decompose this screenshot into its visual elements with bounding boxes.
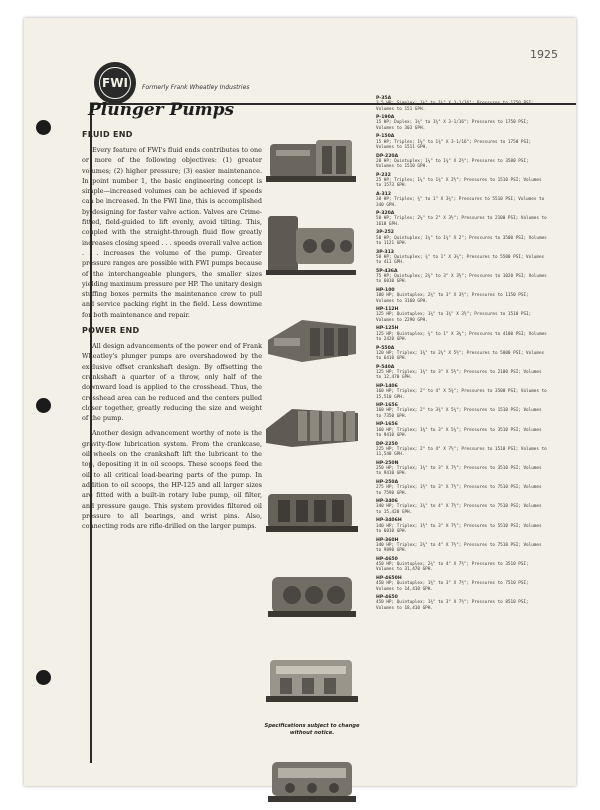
spec-item [376,154,548,170]
spec-description: 20 HP; Quintuplex; 1¼" to 1¾" X 2½"; Pressures to 3500 PSI; Volumes to 1510 GPH. [376,158,529,170]
spec-item [376,518,548,534]
spec-description: 275 HP; Triplex; 1½" to 3" X 7½"; Pressures to 7510 PSI; Volumes to 7590 GPH. [376,485,542,496]
spec-description: 50 HP; Quintuplex; ¾" to 1" X 3¼"; Pressures to 5500 PSI; Volumes to 411 GPH. [376,254,545,266]
spec-item [376,307,548,323]
spec-model: 5P-436A [376,268,398,274]
power-end-paragraph: All design advancements of the power end of Frank Wheatley's plunger pumps are overshadowed by the exclusive offset crankshaft design. By offsetting the crankshaft a quarter of a throw, only half of the downward load is applied to the crosshead. Thus, the crosshead area can be reduced and the centers pulled closer together, greatly reducing the size and weight of the pump. [82,342,262,423]
spec-description: 450 HP; Quintuplex; 1¾" to 3" X 7½"; Pressures to 7510 PSI; Volumes to 14,410 GPH. [376,581,529,592]
power-end-paragraph: Another design advancement worthy of note is the gravity-flow lubrication system. From the crankcase, oil wheels on the crankshaft lift the lubricant to the top, depositing it in oil scoops. These scoops feed the oil to all critical load-bearing parts of the pump. In addition to oil scoops, the HP-125 and all larger sizes are fitted with a built-in rotary lube pump, oil filter, and pressure gauge. This system provides filtered oil pressure to all bearings, and wrist pins. Also, connecting rods are rifle-drilled on the larger pumps. [82,429,262,531]
spec-item [376,115,548,131]
spec-description: 50 HP; Quintuplex; 1¼" to 1¾" X 2"; Pressures to 3500 PSI; Volumes to 1121 GPH. [376,235,547,247]
pump-photo-image [262,310,362,370]
spec-model: P-190A [376,115,395,121]
spec-model: HP-4650 [376,556,398,562]
spec-description: 160 HP; Triplex; 1¾" to 3" X 5¾"; Pressures to 3510 PSI; Volumes to 9410 GPH. [376,427,542,439]
page-title: Plunger Pumps [88,100,235,120]
spec-description: 25 HP; Triplex; 1¼" to 1¾" X 2½"; Pressures to 1510 PSI; Volumes to 1573 GPH. [376,178,542,189]
spec-item [376,269,548,285]
spec-item [376,499,548,515]
spec-description: 340 HP; Triplex; 2¾" to 4" X 7½"; Pressures to 7510 PSI; Volumes to 9890 GPH. [376,542,542,554]
spec-list [376,96,548,614]
spec-item [376,346,548,362]
spec-description: 125 HP; Quintuplex; 1¼" to 1¾" X 3½"; Pressures to 1510 PSI; Volumes to 2290 GPH. [376,312,532,323]
spec-description: 100 HP; Quintuplex; 2¼" to 3" X 3½"; Pressures to 1150 PSI; Volumes to 3160 GPH. [376,293,529,304]
spec-model: HP-4650H [376,576,402,582]
punch-hole [36,670,51,685]
spec-item [376,461,548,477]
spec-model: HP-112H [376,307,399,313]
spec-item [376,365,548,381]
power-end-heading: POWER END [82,326,140,336]
spec-model: P-320A [376,211,395,217]
pump-photo-image [262,480,362,540]
formerly-tagline: Formerly Frank Wheatley Industries [142,84,250,91]
spec-description: 30 HP; Triplex; ¾" to 1" X 3¼"; Pressures to 5510 PSI; Volumes to 340 GPH. [376,197,545,208]
spec-description: 160 HP; Triplex; 2" to 4" X 5¾"; Pressures to 3500 PSI; Volumes to 15,510 GPH. [376,389,547,400]
spec-model: HP-3406H [376,518,402,524]
spec-item [376,576,548,592]
spec-item [376,250,548,266]
punch-hole [36,120,51,135]
logo-text: FWI [102,76,128,90]
spec-model: P-540A [376,364,395,370]
spec-item [376,192,548,208]
spec-description: 450 HP; Quintuplex; 2¼" to 4" X 7½"; Pressures to 3510 PSI; Volumes to 31,470 GPH. [376,562,529,573]
spec-description: 120 HP; Triplex; 1¾" to 2¾" X 5½"; Pressures to 5000 PSI; Volumes to 6410 GPH. [376,350,545,362]
spec-model: P-150A [376,134,395,140]
spec-item [376,442,548,458]
spec-item [376,230,548,246]
spec-description: 125 HP; Triplex; 1¾" to 3" X 5½"; Pressures to 2100 PSI; Volumes to 12,470 GPH. [376,370,542,381]
spec-item [376,288,548,304]
page-number: 1925 [530,48,558,61]
spec-description: 3.5 HP; Simplex; 1¼" to 1¾" X 3-1/16"; Pressures to 1750 PSI; Volumes to 151 GPH. [376,101,534,112]
spec-item [376,595,548,611]
spec-item [376,211,548,227]
spec-description: 125 HP; Quintuplex; ¾" to 1" X 3¼"; Pressures to 4100 PSI; Volumes to 2420 GPH. [376,331,547,343]
spec-model: HP-3406 [376,499,398,505]
pump-photo-image [262,565,362,625]
spec-model: DP-2250 [376,441,398,447]
spec-model: P-232 [376,172,391,178]
spec-description: 225 HP; Triplex; 2" to 4" X 7½"; Pressures to 1510 PSI; Volumes to 11,540 GPH. [376,446,547,458]
spec-item [376,134,548,150]
spec-description: 250 HP; Triplex; 1¾" to 3" X 7½"; Pressures to 3510 PSI; Volumes to 9410 GPH. [376,466,542,477]
spec-item [376,173,548,189]
fluid-end-paragraph: Every feature of FWI's fluid ends contributes to one or more of the following objectives: (1) greater volumes; (2) higher pressure; (3) easier maintenance. In point number 1, the basic engineering concept is simple—increased volumes can be achieved if speeds can be increased. In the FWI line, this is accomplished by designing for faster valve action. Valves are Crime-fitted, field-guided to lift evenly, avoid tilting. This, coupled with the straight-through fluid flow greatly increases closing speed . . . speeds overall valve action . . . increases the volume of the pump. Greater pressure ranges are possible with FWI pumps because of the interchangeable plungers, the smaller sizes yielding maximum pressure per HP. The unitary design stuffing boxes permits the maintenance crew to pull and service packing right in the field. Less downtime for both maintenance and repair. [82,146,262,319]
spec-model: HP-250A [376,480,399,486]
fwi-logo [94,62,136,104]
text-column [82,100,262,536]
pump-photo-image [262,210,362,280]
pump-photo-image [262,130,362,190]
pump-photo-image [262,395,362,455]
spec-description: 450 HP; Quintuplex; 1¾" to 3" X 7½"; Pressures to 8510 PSI; Volumes to 18,410 GPH. [376,600,529,611]
spec-model: DP-220A [376,153,399,159]
spec-item [376,538,548,554]
spec-description: 50 HP; Triplex; 2¼" to 2" X 3½"; Pressures to 2100 PSI; Volumes to 1618 GPH. [376,216,547,227]
fluid-end-heading: FLUID END [82,130,133,139]
spec-model: P-35A [376,96,392,101]
spec-note: Specifications subject to change without notice. [264,723,360,736]
spec-item [376,480,548,496]
spec-model: 3P-313 [376,249,394,255]
pump-photo-image [262,750,362,810]
spec-model: HP-4650 [376,595,398,601]
spec-description: 75 HP; Quintuplex; 2¾" to 3" X 3½"; Pressures to 1020 PSI; Volumes to 6010 GPH. [376,274,547,285]
spec-item [376,326,548,342]
pump-photo-image [262,650,362,710]
spec-model: HP-100 [376,288,395,294]
spec-model: A-312 [376,192,392,198]
spec-description: 340 HP; Triplex; 1½" to 3" X 7½"; Pressures to 5510 PSI; Volumes to 6010 GPH. [376,523,542,535]
spec-item [376,96,548,112]
spec-model: 3P-252 [376,230,394,236]
spec-item [376,384,548,400]
spec-model: HP-250N [376,460,399,466]
spec-description: 15 HP; Duplex; 1¼" to 1¾" X 3-1/16"; Pressures to 1750 PSI; Volumes to 303 GPH. [376,120,529,131]
spec-model: HP-1406 [376,384,398,390]
spec-model: HP-1656 [376,403,398,409]
spec-model: HP-125H [376,326,399,332]
spec-item [376,422,548,438]
spec-description: 15 HP; Triplex; 1¼" to 1¾" X 3-1/16"; Pressures to 1750 PSI; Volumes to 1511 GPH. [376,139,532,151]
spec-description: 160 HP; Triplex; 2" to 3¾" X 5¾"; Pressures to 1510 PSI; Volumes to 7350 GPH. [376,408,542,419]
spec-model: P-550A [376,345,395,351]
spec-model: HP-1656 [376,422,398,428]
spec-model: HP-360H [376,537,399,543]
punch-hole [36,398,51,413]
spec-description: 340 HP; Triplex; 1¾" to 4" X 7½"; Pressures to 7510 PSI; Volumes to 15,420 GPH. [376,504,542,515]
spec-item [376,557,548,573]
spec-item [376,403,548,419]
